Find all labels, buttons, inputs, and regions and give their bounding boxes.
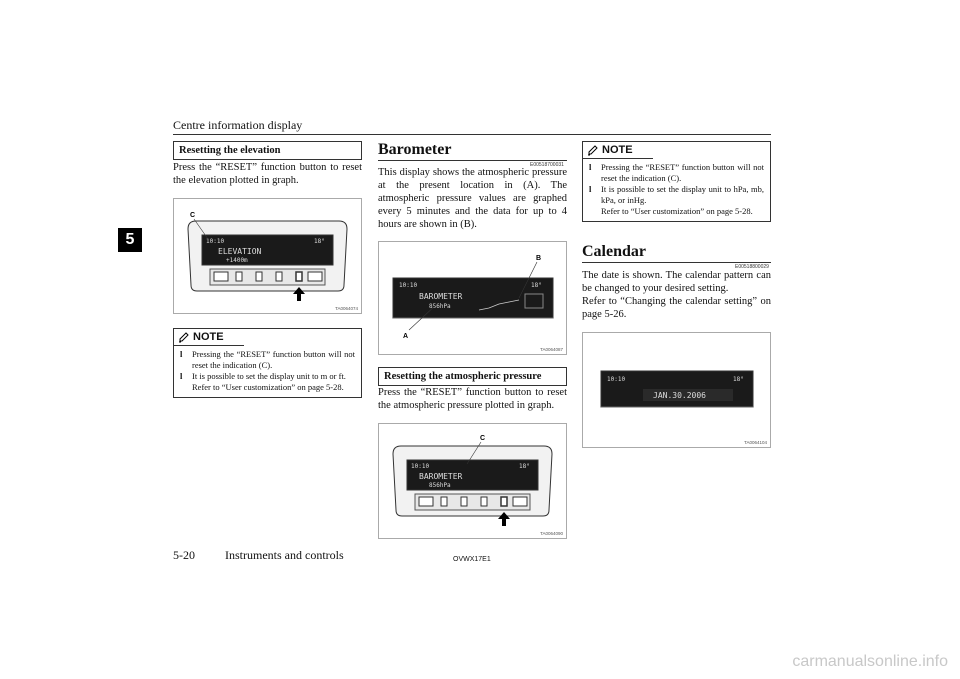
- figure-id: TA0064087: [540, 347, 563, 352]
- calendar-reference: Refer to “Changing the calendar setting” on page 5-26.: [582, 296, 771, 320]
- barometer-display-figure: [378, 241, 567, 355]
- watermark: carmanualsonline.info: [792, 653, 948, 670]
- elevation-display-illustration: [174, 199, 361, 313]
- figure-id: TA0064090: [540, 531, 563, 536]
- callout-a-label: A: [403, 333, 409, 340]
- section-heading-resetting-pressure: Resetting the atmospheric pressure: [378, 367, 567, 386]
- footer-section: Instruments and controls: [225, 548, 344, 562]
- calendar-lcd-time: 10:10: [607, 376, 626, 383]
- pencil-note-icon: [178, 331, 190, 343]
- callout-c-label: C: [190, 212, 196, 219]
- note-item: l Pressing the “RESET” function button will not reset the indication (C).: [589, 162, 764, 183]
- note-box-barometer: [582, 141, 771, 222]
- barometer-lcd-title: BAROMETER: [419, 292, 463, 301]
- callout-c-label: C: [480, 435, 486, 442]
- barometer-lcd-time: 10:10: [399, 282, 418, 289]
- pressure-lcd-title: BAROMETER: [419, 472, 463, 481]
- elevation-lcd-value: +1400m: [226, 257, 248, 264]
- note-label: [583, 142, 653, 159]
- elevation-lcd-title: ELEVATION: [218, 247, 262, 256]
- calendar-display-figure: [582, 332, 771, 448]
- note-item: Refer to “User customization” on page 5-28.: [192, 382, 344, 392]
- calendar-heading-rule: [582, 262, 771, 263]
- calendar-display-illustration: [583, 333, 770, 447]
- page-header-title: Centre information display: [173, 118, 303, 132]
- calendar-description: The date is shown. The calendar pattern can be changed to your desired setting.: [582, 270, 771, 294]
- calendar-heading: Calendar: [582, 243, 646, 260]
- pressure-lcd-value: 856hPa: [429, 482, 451, 489]
- note-item: Refer to “User customization” on page 5-28.: [601, 206, 753, 216]
- note-item: l It is possible to set the display unit to hPa, mb, kPa, or inHg.: [589, 184, 764, 205]
- note-list: [174, 346, 361, 397]
- note-label-text: NOTE: [602, 144, 633, 156]
- pressure-lcd-time: 10:10: [411, 463, 430, 470]
- pressure-reset-figure: [378, 423, 567, 539]
- note-label-text: NOTE: [193, 331, 224, 343]
- barometer-heading: Barometer: [378, 141, 452, 158]
- section-heading-resetting-elevation: Resetting the elevation: [173, 141, 362, 160]
- page-number: 5-20: [173, 548, 195, 562]
- barometer-code: E00518700031: [530, 162, 564, 168]
- pressure-lcd-temp: 18°: [519, 463, 530, 470]
- calendar-lcd-date: JAN.30.2006: [653, 391, 706, 400]
- note-label: [174, 329, 244, 346]
- header-divider: [173, 134, 771, 135]
- pressure-reset-text: Press the “RESET” function button to reset the atmospheric pressure plotted in graph.: [378, 387, 567, 411]
- barometer-lcd-temp: 18°: [531, 282, 542, 289]
- calendar-lcd-temp: 18°: [733, 376, 744, 383]
- footer-code: OVWX17E1: [453, 556, 491, 563]
- elevation-lcd-time: 10:10: [206, 238, 225, 245]
- barometer-description: This display shows the atmospheric pressure at the present location in (A). The atmospheric pressure values are graphed every 5 minutes and the data for up to 4 hours are shown in (B).: [378, 167, 567, 230]
- barometer-heading-rule: [378, 160, 567, 161]
- barometer-display-illustration: [379, 242, 566, 354]
- figure-id: TA0064104: [744, 440, 767, 445]
- elevation-lcd-temp: 18°: [314, 238, 325, 245]
- chapter-tab: 5: [118, 228, 142, 252]
- callout-b-label: B: [536, 255, 542, 262]
- calendar-code: E00518800029: [735, 264, 769, 270]
- note-list: [583, 159, 770, 221]
- pencil-note-icon: [587, 144, 599, 156]
- elevation-reset-text: Press the “RESET” function button to reset the elevation plotted in graph.: [173, 162, 362, 186]
- note-box-elevation: [173, 328, 362, 398]
- figure-id: TA0064074: [335, 306, 358, 311]
- note-item: l It is possible to set the display unit to m or ft.: [180, 371, 346, 381]
- note-item: l Pressing the “RESET” function button will not reset the indication (C).: [180, 349, 355, 370]
- elevation-display-figure: [173, 198, 362, 314]
- pressure-reset-illustration: [379, 424, 566, 538]
- barometer-lcd-value: 856hPa: [429, 303, 451, 310]
